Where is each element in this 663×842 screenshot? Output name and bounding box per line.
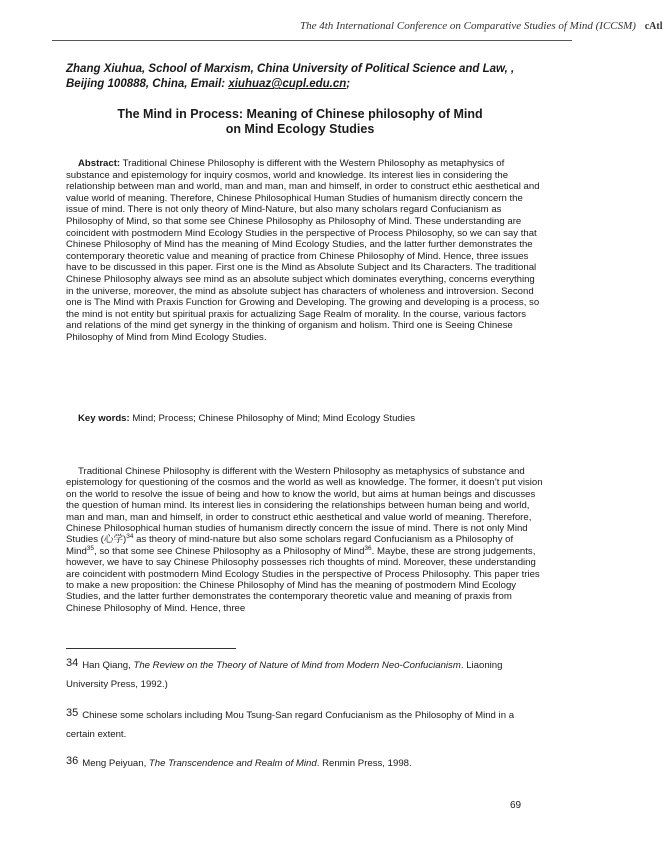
abstract-text: Traditional Chinese Philosophy is different with the Western Philosophy as metaphysics of substance and epistemology for inquiry cosmos, world and knowledge. Its interest lies in considering the relationship between man and world, man and man, man and himself, in order to construct ethic aesthetical and value world of meaning. Therefore, Chinese Philosophical Human Studies of humanism directly concern the issue of mind. There is not only theory of Mind-Nature, but also many scholars regard Confucianism as Philosophy of Mind, so that some see Chinese Philosophy as Philosophy of Mind. These understanding are coincident with postmodern Mind Ecology Studies in the perspective of Process Philosophy, so we can say that Chinese Philosophy of Mind has the meaning of Mind Ecology Studies, and the latter further demonstrates the contemporary theoretic value and meaning of practice from Chinese Philosophy of Mind. Hence, three issues have to be discussed in this paper. First one is the Mind as Absolute Subject and Its Characters. The traditional Chinese Philosophy always see mind as an absolute subject which dominates everything, concerns everything in the universe, moreover, the mind as absolute subject has characters of wholeness and introversion. Second one is The Mind with Praxis Function for Growing and Developing. The growing and developing is a process, so the mind is not entity but spiritual praxis for actualizing Sage Realm of morality. In the course, various factors and relations of the mind get synergy in the thinking of organism and holism. Third one is Seeing Chinese Philosophy of Mind from Mind Ecology Studies. [66, 158, 540, 343]
footnote-36 [66, 752, 544, 773]
author-address-text: Beijing 100888, China, Email: [66, 78, 229, 90]
footnote-book-title: The Review on the Theory of Nature of Mind from Modern Neo-Confucianism [133, 660, 461, 671]
keywords-text: Mind; Process; Chinese Philosophy of Mind; Mind Ecology Studies [132, 413, 416, 424]
conference-title: The 4th International Conference on Comparative Studies of Mind (ICCSM) [300, 20, 636, 32]
paper-title-line2: on Mind Ecology Studies [225, 122, 375, 136]
body-text-2: as theory of mind-nature but also some scholars regard Confucianism as a Philosophy of Mind [66, 534, 514, 557]
footnote-number: 35 [66, 707, 79, 719]
author-address-end: ; [346, 78, 351, 90]
footnote-publisher: . Liaoning University Press, 1992.) [66, 660, 503, 690]
author-address [66, 77, 546, 92]
conference-logo: cAtl [644, 21, 663, 32]
footnote-ref-34[interactable]: 34 [126, 533, 134, 541]
paper-title-line1: The Mind in Process: Meaning of Chinese philosophy of Mind [117, 107, 483, 121]
footnote-number: 34 [66, 657, 79, 669]
abstract-label: Abstract: [78, 158, 121, 169]
footnote-text: Chinese some scholars including Mou Tsung-San regard Confucianism as the Philosophy of Mind in a certain extent. [66, 710, 515, 740]
page-number: 69 [510, 800, 522, 811]
footnote-divider [66, 648, 236, 649]
footnote-publisher: . Renmin Press, 1998. [316, 758, 412, 769]
footnote-ref-35[interactable]: 35 [86, 544, 95, 552]
footnote-text: Han Qiang, [82, 660, 134, 671]
keywords-label: Key words: [78, 413, 130, 424]
author-email-link[interactable]: xiuhuaz@cupl.edu.cn [228, 78, 347, 90]
footnote-ref-36[interactable]: 36 [364, 544, 372, 552]
footnote-book-title: The Transcendence and Realm of Mind [148, 758, 317, 769]
body-text-1: Traditional Chinese Philosophy is different with the Western Philosophy as metaphysics of substance and epistemology for questioning of the cosmos and the world as well as knowledge. The former, it doesn’t put vision on the world to resolve the issue of being and how to know the world, but aims at human beings and discusses the question of human mind. Its interest lies in considering the relationships between human being and world, man and man, man and himself, in order to construct ethic aesthetical and value world of meaning. Therefore, Chinese Philosophical human studies of humanism directly concern the issue of mind. There is not only Mind Studies (心学) [66, 466, 543, 546]
body-text-3: , so that some see Chinese Philosophy as a Philosophy of Mind [94, 545, 365, 557]
author-block [66, 62, 546, 92]
author-affiliation: Zhang Xiuhua, School of Marxism, China University of Political Science and Law, , [66, 63, 515, 75]
footnote-text: Meng Peiyuan, [82, 758, 149, 769]
body-paragraph [66, 466, 544, 614]
running-header [300, 20, 663, 32]
footnote-34 [66, 654, 544, 694]
body-text-4: . Maybe, these are strong judgements, however, we have to say Chinese Philosophy possesses rich thoughts of mind. Moreover, these understanding are coincident with postmodern Mind Ecology Studies in the perspective of Process Philosophy. This paper tries to make a new proposition: the Chinese Philosophy of Mind has the meaning of postmodern Mind Ecology Studies, and the latter further demonstrates the contemporary theoretic value and meaning of praxis from Chinese Philosophy of Mind. Hence, three [66, 545, 540, 614]
abstract [66, 158, 544, 344]
keywords [78, 413, 538, 425]
header-divider [52, 40, 572, 41]
footnote-35 [66, 704, 544, 744]
paper-title [60, 107, 540, 137]
footnote-number: 36 [66, 755, 79, 767]
